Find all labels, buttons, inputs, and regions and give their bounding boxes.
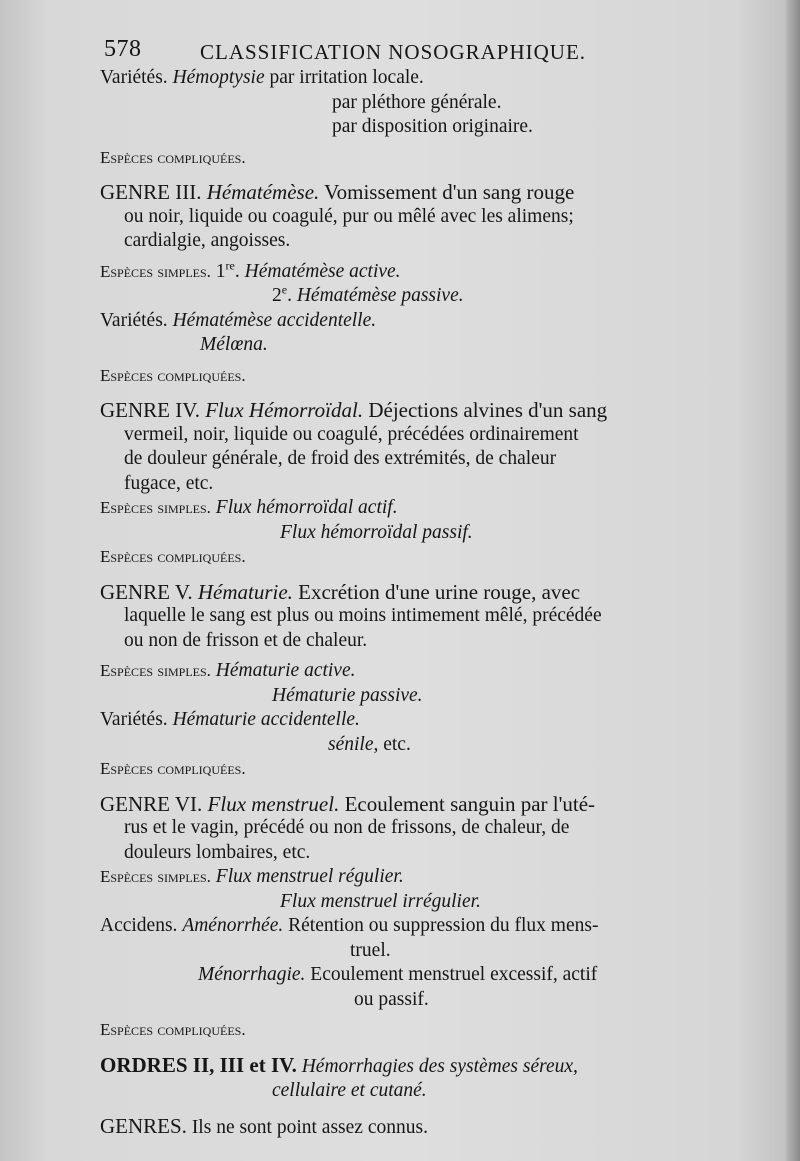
- especes-compliquees: Espèces compliquées.: [100, 1020, 246, 1039]
- genre-iii-especes-simples: Espèces simples. 1re. Hématémèse active.: [100, 258, 401, 282]
- genre-iv-text: vermeil, noir, liquide ou coagulé, précédées ordinairement: [124, 423, 579, 445]
- genre-vi-menorrhagie-2: ou passif.: [354, 988, 429, 1010]
- page-content: [100, 36, 718, 1140]
- page-number: 578: [104, 36, 142, 62]
- genre-iii-text: ou noir, liquide ou coagulé, pur ou mêlé avec les alimens;: [124, 205, 574, 227]
- genre-iv-heading: GENRE IV. Flux Hémorroïdal. Déjections alvines d'un sang: [100, 398, 608, 422]
- genre-vi-heading: GENRE VI. Flux menstruel. Ecoulement sanguin par l'uté-: [100, 791, 596, 816]
- varietes-hemoptysie-line: Variétés. Hémoptysie par irritation locale.: [100, 67, 424, 88]
- genre-iii-especes-simples-2: 2e. Hématémèse passive.: [272, 282, 464, 306]
- especes-compliquees: Espèces compliquées.: [100, 759, 246, 778]
- genre-vi-text: douleurs lombaires, etc.: [124, 841, 311, 863]
- page-edge: [786, 0, 800, 1161]
- genre-iv-especes-simples-2: Flux hémorroïdal passif.: [280, 521, 473, 543]
- genre-iii-heading: GENRE III. Hématémèse. Vomissement d'un sang rouge: [100, 180, 575, 204]
- genre-v-text: ou non de frisson et de chaleur.: [124, 629, 368, 651]
- genre-iii-varietes-2: Mélœna.: [200, 334, 268, 355]
- genre-v-varietes: Variétés. Hématurie accidentelle.: [100, 709, 360, 730]
- genre-v-varietes-2: sénile, etc.: [328, 733, 411, 755]
- genre-iii-text: cardialgie, angoisses.: [124, 230, 291, 251]
- genre-v-heading: GENRE V. Hématurie. Excrétion d'une urine rouge, avec: [100, 579, 581, 604]
- genre-vi-especes-simples-2: Flux menstruel irrégulier.: [280, 890, 481, 912]
- genre-vi-accidens: Accidens. Aménorrhée. Rétention ou suppression du flux mens-: [100, 915, 599, 936]
- genre-v-especes-simples: Espèces simples. Hématurie active.: [100, 660, 356, 681]
- variety-line: par disposition originaire.: [332, 116, 533, 137]
- genre-iv-especes-simples: Espèces simples. Flux hémorroïdal actif.: [100, 497, 398, 518]
- running-title: CLASSIFICATION NOSOGRAPHIQUE.: [200, 40, 587, 64]
- page-header: [100, 36, 718, 66]
- genre-vi-especes-simples: Espèces simples. Flux menstruel régulier.: [100, 866, 404, 887]
- genre-v-especes-simples-2: Hématurie passive.: [272, 684, 423, 706]
- especes-compliquees: Espèces compliquées.: [100, 365, 246, 385]
- especes-compliquees: Espèces compliquées.: [100, 147, 246, 167]
- genre-vi-menorrhagie: Ménorrhagie. Ecoulement menstruel excessif, actif: [198, 964, 598, 985]
- genre-iv-text: fugace, etc.: [124, 472, 214, 494]
- especes-compliquees: Espèces compliquées.: [100, 547, 246, 566]
- variety-line: par pléthore générale.: [332, 91, 502, 113]
- ordres-heading: ORDRES II, III et IV. Hémorrhagies des systèmes séreux,: [100, 1052, 578, 1077]
- genre-v-text: laquelle le sang est plus ou moins intimement mêlé, précédée: [124, 605, 602, 626]
- genre-vi-accidens-2: truel.: [350, 939, 391, 961]
- genre-vi-text: rus et le vagin, précédé ou non de frissons, de chaleur, de: [124, 817, 570, 838]
- genre-iv-text: de douleur générale, de froid des extrémités, de chaleur: [124, 448, 557, 469]
- genres-line: GENRES. Ils ne sont point assez connus.: [100, 1113, 428, 1138]
- genre-iii-varietes: Variétés. Hématémèse accidentelle.: [100, 309, 377, 331]
- ordres-heading-2: cellulaire et cutané.: [272, 1080, 427, 1101]
